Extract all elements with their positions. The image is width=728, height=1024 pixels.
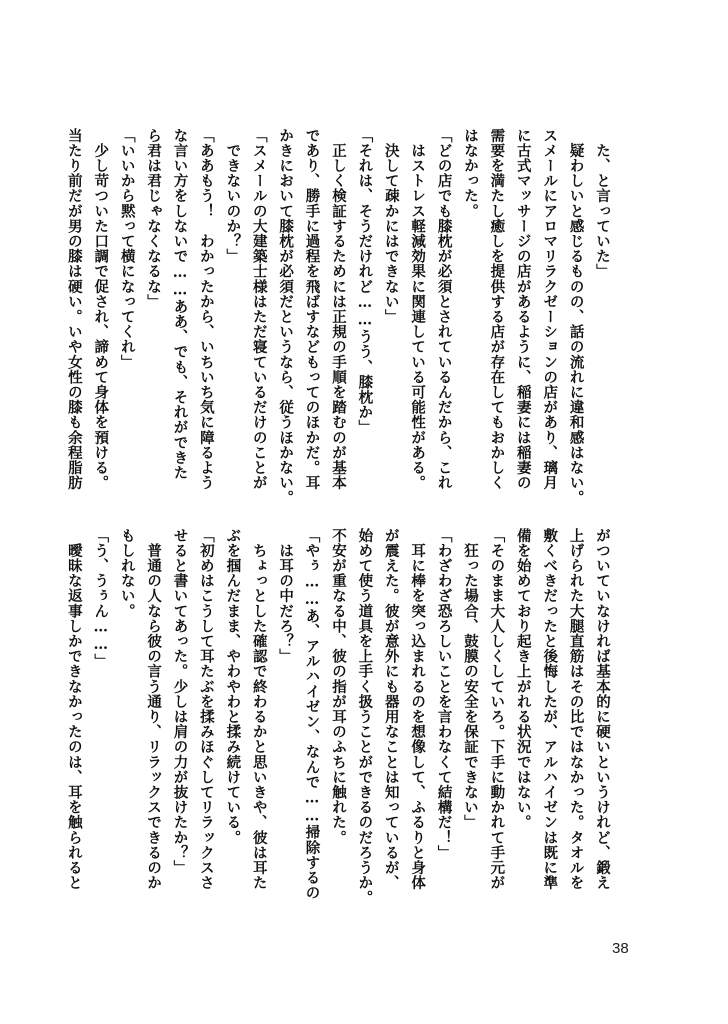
text-line: 「いいから黙って横になってくれ」: [118, 128, 136, 370]
text-line: 耳に棒を突っ込まれるのを想像して、ふるりと身体: [409, 528, 427, 891]
text-line: 当たり前だが男の膝は硬い。いや女性の膝も余程脂肪: [65, 128, 83, 491]
text-line: 上げられた大腿直筋はその比ではなかった。タオルを: [567, 528, 585, 891]
text-line: 需要を満たし癒しを提供する店が存在してもおかしく: [488, 128, 506, 491]
text-line: ぶを掴んだまま、やわやわと揉み続けている。: [224, 528, 242, 846]
text-line: スメールにアロマリラクゼーションの店があり、璃月: [541, 128, 559, 491]
text-line: 「初めはこうして耳たぶを揉みほぐしてリラックスさ: [197, 528, 215, 891]
page-number: 38: [612, 940, 629, 957]
text-line: な言い方をしないで……ああ、でも、それができた: [171, 128, 189, 481]
text-line: が震えた。彼が意外にも器用なことは知っているが、: [382, 528, 400, 891]
text-line: ちょっとした確認で終わるかと思いきや、彼は耳た: [250, 528, 268, 891]
text-line: 決して疎かにはできない」: [382, 128, 400, 325]
text-line: 「わざわざ恐ろしいことを言わなくて結構だ！」: [435, 528, 453, 861]
text-line: 「やぅ……あ、アルハイゼン、なんで……掃除するの: [303, 528, 321, 901]
text-line: ら君は君じゃなくなるな」: [145, 128, 163, 310]
text-line: かきにおいて膝枕が必須だというなら、従うほかない。: [277, 128, 295, 506]
text-line: に古式マッサージの店があるように、稲妻には稲妻の: [514, 128, 532, 491]
text-line: 不安が重なる中、彼の指が耳のふちに触れた。: [329, 528, 347, 846]
text-line: 備を始めており起き上がれる状況ではない。: [514, 528, 532, 830]
text-line: 始めて使う道具を上手く扱うことができるのだろうか。: [356, 528, 374, 906]
text-line: 「そのまま大人しくしていろ。下手に動かれて手元が: [488, 528, 506, 891]
text-line: 「どの店でも膝枕が必須とされているんだから、これ: [435, 128, 453, 491]
text-line: た、と言っていた」: [594, 128, 611, 279]
text-line: 「スメールの大建築士様はただ寝ているだけのことが: [250, 128, 268, 491]
text-line: 「ああもう！ わかったから、いちいち気に障るよう: [197, 128, 215, 491]
text-line: 「う、うぅん……」: [92, 528, 110, 669]
text-line: 疑わしいと感じるものの、話の流れに違和感はない。: [567, 128, 585, 506]
text-line: であり、勝手に過程を飛ばすなどもってのほかだ。耳: [303, 128, 321, 491]
text-line: はストレス軽減効果に関連している可能性がある。: [409, 128, 427, 491]
text-line: せると書いてあった。少しは肩の力が抜けたか？」: [171, 528, 189, 876]
text-line: 敷くべきだったと後悔したが、アルハイゼンは既に準: [541, 528, 559, 891]
text-line: できないのか？」: [224, 128, 242, 264]
text-line: 正しく検証するためには正規の手順を踏むのが基本: [329, 128, 347, 491]
text-line: もしれない。: [118, 528, 136, 619]
text-line: 「それは、そうだけれど……うう、膝枕か」: [356, 128, 374, 435]
text-block-top: [65, 128, 615, 506]
text-block-bottom: [65, 528, 615, 906]
text-line: 普通の人なら彼の言う通り、リラックスできるのか: [145, 528, 163, 891]
text-line: は耳の中だろ？」: [277, 528, 295, 664]
text-line: はなかった。: [461, 128, 479, 219]
text-line: 狂った場合、鼓膜の安全を保証できない」: [461, 528, 479, 830]
text-line: がついていなければ基本的に硬いというけれど、鍛え: [594, 528, 611, 891]
text-line: 少し苛ついた口調で促され、諦めて身体を預ける。: [92, 128, 110, 491]
text-line: 曖昧な返事しかできなかったのは、耳を触られると: [65, 528, 83, 891]
